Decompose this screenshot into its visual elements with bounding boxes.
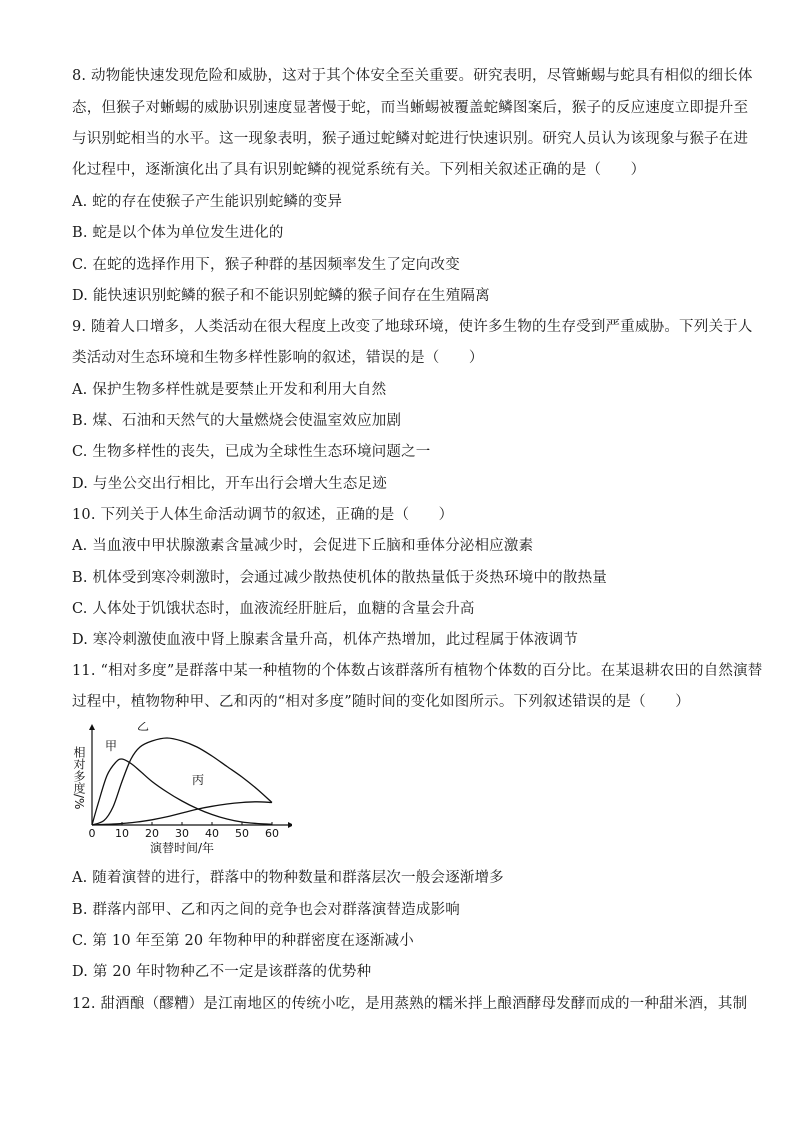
q8-stem-line-3: 与识别蛇相当的水平。这一现象表明，猴子通过蛇鳞对蛇进行快速识别。研究人员认为该现象与猴子在进	[72, 131, 749, 147]
x-tick-label: 0	[88, 827, 96, 840]
q10-option-a: A. 当血液中甲状腺激素含量减少时，会促进下丘脑和垂体分泌相应激素	[72, 538, 534, 554]
q11-option-a: A. 随着演替的进行，群落中的物种数量和群落层次一般会逐渐增多	[72, 870, 504, 886]
q10-option-c: C. 人体处于饥饿状态时，血液流经肝脏后，血糖的含量会升高	[72, 601, 475, 617]
chart-axes	[89, 724, 292, 828]
x-tick-label: 10	[115, 827, 129, 840]
x-axis-label: 演替时间/年	[149, 841, 215, 855]
q11-stem-line-2: 过程中，植物物种甲、乙和丙的“相对多度”随时间的变化如图所示。下列叙述错误的是（ ）	[72, 694, 690, 710]
q8-option-b: B. 蛇是以个体为单位发生进化的	[72, 225, 284, 241]
relative-abundance-chart	[72, 722, 292, 862]
x-tick-label: 50	[235, 827, 249, 840]
series-line-2	[92, 802, 272, 825]
series-line-1	[92, 738, 272, 825]
series-label-1: 乙	[137, 722, 150, 733]
q11-option-c: C. 第 10 年至第 20 年物种甲的种群密度在逐渐减小	[72, 933, 414, 949]
q11-option-d: D. 第 20 年时物种乙不一定是该群落的优势种	[72, 964, 372, 980]
q8-option-c: C. 在蛇的选择作用下，猴子种群的基因频率发生了定向改变	[72, 257, 460, 273]
q8-stem-line-2: 态，但猴子对蜥蜴的威胁识别速度显著慢于蛇，而当蜥蜴被覆盖蛇鳞图案后，猴子的反应速度立即提升至	[72, 100, 749, 116]
q11-stem-line-1: 11. “相对多度”是群落中某一种植物的个体数占该群落所有植物个体数的百分比。在某退耕农田的自然演替	[72, 663, 763, 679]
x-axis-arrow	[288, 822, 292, 828]
series-label-2: 丙	[192, 773, 205, 787]
q12-stem-line-1: 12. 甜酒酿（醪糟）是江南地区的传统小吃，是用蒸熟的糯米拌上酿酒酵母发酵而成的一种甜米酒，其制	[72, 996, 748, 1012]
q9-option-c: C. 生物多样性的丧失，已成为全球性生态环境问题之一	[72, 444, 431, 460]
q9-option-a: A. 保护生物多样性就是要禁止开发和利用大自然	[72, 382, 387, 398]
q8-option-a: A. 蛇的存在使猴子产生能识别蛇鳞的变异	[72, 194, 343, 210]
chart-svg	[72, 722, 292, 862]
x-tick-label: 40	[205, 827, 219, 840]
x-tick-label: 30	[175, 827, 189, 840]
q8-stem-line-4: 化过程中，逐渐演化出了具有识别蛇鳞的视觉系统有关。下列相关叙述正确的是（ ）	[72, 162, 646, 178]
q8-option-d: D. 能快速识别蛇鳞的猴子和不能识别蛇鳞的猴子间存在生殖隔离	[72, 288, 490, 304]
q9-stem-line-1: 9. 随着人口增多，人类活动在很大程度上改变了地球环境，使许多生物的生存受到严重威胁。下列关于人	[72, 319, 753, 335]
chart-series	[92, 738, 272, 825]
q9-option-b: B. 煤、石油和天然气的大量燃烧会使温室效应加剧	[72, 413, 402, 429]
x-tick-label: 20	[145, 827, 159, 840]
q10-option-b: B. 机体受到寒冷刺激时，会通过减少散热使机体的散热量低于炎热环境中的散热量	[72, 570, 607, 586]
y-axis-label: 相对多度/%	[72, 746, 86, 810]
series-label-0: 甲	[105, 739, 118, 753]
q8-stem-line-1: 8. 动物能快速发现危险和威胁，这对于其个体安全至关重要。研究表明，尽管蜥蜴与蛇具有相似的细长体	[72, 68, 753, 84]
q10-option-d: D. 寒冷刺激使血液中肾上腺素含量升高，机体产热增加，此过程属于体液调节	[72, 632, 579, 648]
q9-option-d: D. 与坐公交出行相比，开车出行会增大生态足迹	[72, 476, 387, 492]
q11-option-b: B. 群落内部甲、乙和丙之间的竞争也会对群落演替造成影响	[72, 902, 460, 918]
q10-stem-line-1: 10. 下列关于人体生命活动调节的叙述，正确的是（ ）	[72, 507, 454, 523]
x-tick-label: 60	[265, 827, 279, 840]
q9-stem-line-2: 类活动对生态环境和生物多样性影响的叙述，错误的是（ ）	[72, 350, 484, 366]
y-axis-arrow	[89, 724, 95, 730]
